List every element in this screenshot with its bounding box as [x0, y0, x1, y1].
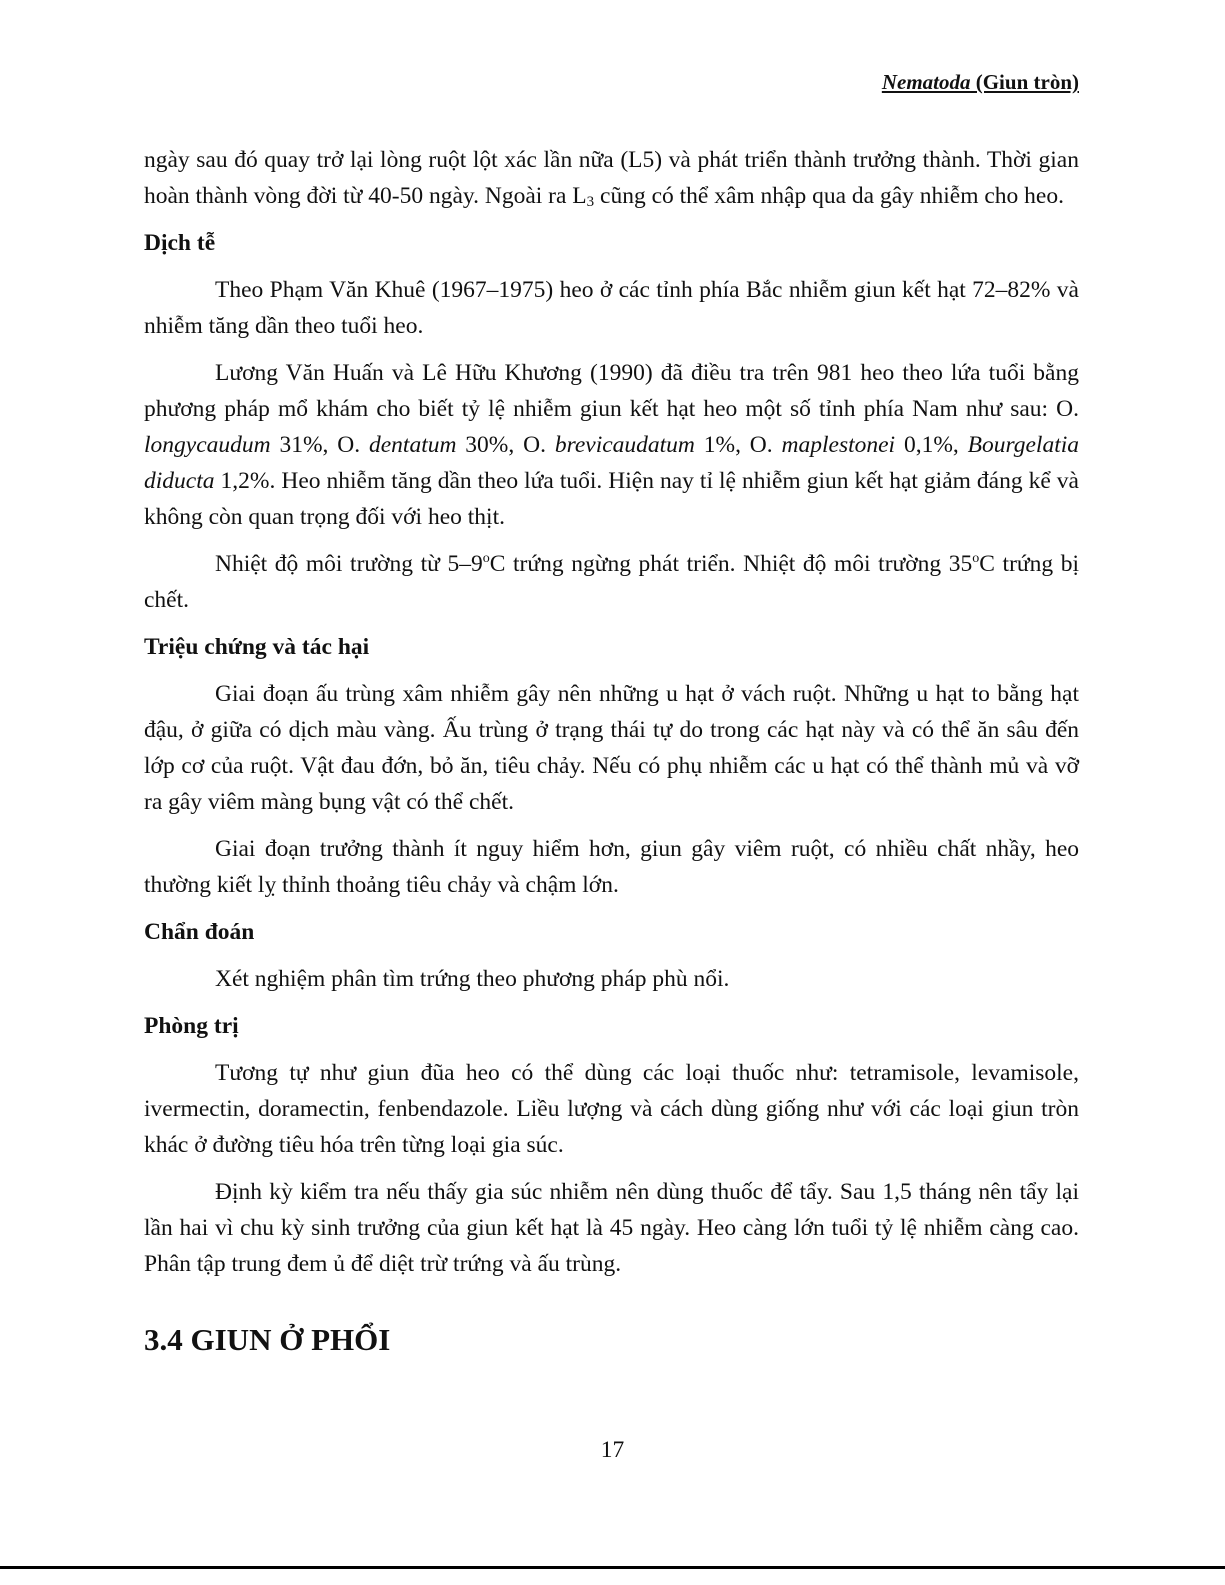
running-header-genus: Nematoda — [881, 70, 971, 94]
treatment-paragraph-1: Tương tự như giun đũa heo có thể dùng các loại thuốc như: tetramisole, levamisole, ivermectin, doramectin, fenbendazole. Liều lượng và cách dùng giống như với các loại giun tròn khác ở đường tiêu hóa trên từng loại gia súc. — [144, 1060, 1079, 1158]
symptoms-paragraph-2: Giai đoạn trưởng thành ít nguy hiểm hơn, giun gây viêm ruột, có nhiều chất nhầy, heo thường kiết lỵ thỉnh thoảng tiêu chảy và chậm lớn. — [144, 836, 1079, 898]
species-longycaudum: longycaudum — [144, 432, 271, 458]
intro-paragraph — [144, 142, 1079, 214]
page-content — [144, 142, 1079, 1362]
epi-p3-text-2: C trứng ngừng phát triển. Nhiệt độ môi trường 35 — [489, 551, 973, 577]
species-dentatum: dentatum — [368, 432, 457, 458]
epi-p2-text-4: 1%, O. — [694, 432, 782, 458]
symptoms-paragraph-1: Giai đoạn ấu trùng xâm nhiễm gây nên những u hạt ở vách ruột. Những u hạt to bằng hạt đậu, ở giữa có dịch màu vàng. Ấu trùng ở trạng thái tự do trong các hạt này và có thể ăn sâu đến lớp cơ của ruột. Vật đau đớn, bỏ ăn, tiêu chảy. Nếu có phụ nhiễm các u hạt có thể thành mủ và vỡ ra gây viêm màng bụng vật có thể chết. — [144, 681, 1079, 815]
heading-symptoms: Triệu chứng và tác hại — [144, 634, 370, 660]
epi-p2-text-5: 0,1%, — [895, 432, 968, 458]
species-maplestonei: maplestonei — [781, 432, 896, 458]
epi-p3-text-1: Nhiệt độ môi trường từ 5–9 — [215, 551, 483, 577]
epi-p3-text-3: C trứng bị chết. — [144, 551, 1080, 613]
epidemiology-paragraph-1: Theo Phạm Văn Khuê (1967–1975) heo ở các tỉnh phía Bắc nhiễm giun kết hạt 72–82% và nhiễm tăng dần theo tuổi heo. — [144, 277, 1079, 339]
running-header — [882, 70, 1079, 95]
epi-p2-text-1: Lương Văn Huấn và Lê Hữu Khương (1990) đã điều tra trên 981 heo theo lứa tuổi bằng phương pháp mổ khám cho biết tỷ lệ nhiễm giun kết hạt heo một số tỉnh phía Nam như sau: O. — [144, 360, 1079, 422]
intro-text-1: ngày sau đó quay trở lại lòng ruột lột xác lần nữa (L5) và phát triển thành trưởng thành. Thời gian hoàn thành vòng đời từ 40-50 ngày. Ngoài ra L — [144, 147, 1079, 209]
species-bourgelatia-diducta: Bourgelatia diducta — [144, 432, 1080, 494]
treatment-paragraph-2: Định kỳ kiểm tra nếu thấy gia súc nhiễm nên dùng thuốc để tẩy. Sau 1,5 tháng nên tẩy lại lần hai vì chu kỳ sinh trưởng của giun kết hạt là 45 ngày. Heo càng lớn tuổi tỷ lệ nhiễm càng cao. Phân tập trung đem ủ để diệt trừ trứng và ấu trùng. — [144, 1179, 1079, 1277]
epi-p2-text-2: 31%, O. — [270, 432, 369, 458]
page-number: 17 — [600, 1437, 625, 1463]
degree-superscript-2: o — [972, 551, 980, 566]
epi-p2-text-6: 1,2%. Heo nhiễm tăng dần theo lứa tuổi. Hiện nay tỉ lệ nhiễm giun kết hạt giảm đáng kể và không còn quan trọng đối với heo thịt. — [144, 468, 1079, 530]
epidemiology-paragraph-2 — [144, 355, 1079, 535]
section-title-lung-worms: 3.4 GIUN Ở PHỔI — [144, 1322, 391, 1357]
epi-p2-text-3: 30%, O. — [456, 432, 555, 458]
diagnosis-paragraph-1: Xét nghiệm phân tìm trứng theo phương pháp phù nổi. — [215, 966, 730, 992]
heading-treatment: Phòng trị — [144, 1013, 239, 1039]
degree-superscript-1: o — [482, 551, 490, 566]
running-header-rest: (Giun tròn) — [970, 70, 1079, 94]
intro-subscript: 3 — [586, 194, 595, 210]
heading-epidemiology: Dịch tễ — [144, 230, 216, 256]
heading-diagnosis: Chẩn đoán — [144, 919, 255, 945]
bottom-rule — [0, 1566, 1225, 1569]
species-brevicaudatum: brevicaudatum — [554, 432, 695, 458]
epidemiology-paragraph-3 — [144, 546, 1079, 618]
intro-text-2: cũng có thể xâm nhập qua da gây nhiễm cho heo. — [594, 183, 1064, 209]
